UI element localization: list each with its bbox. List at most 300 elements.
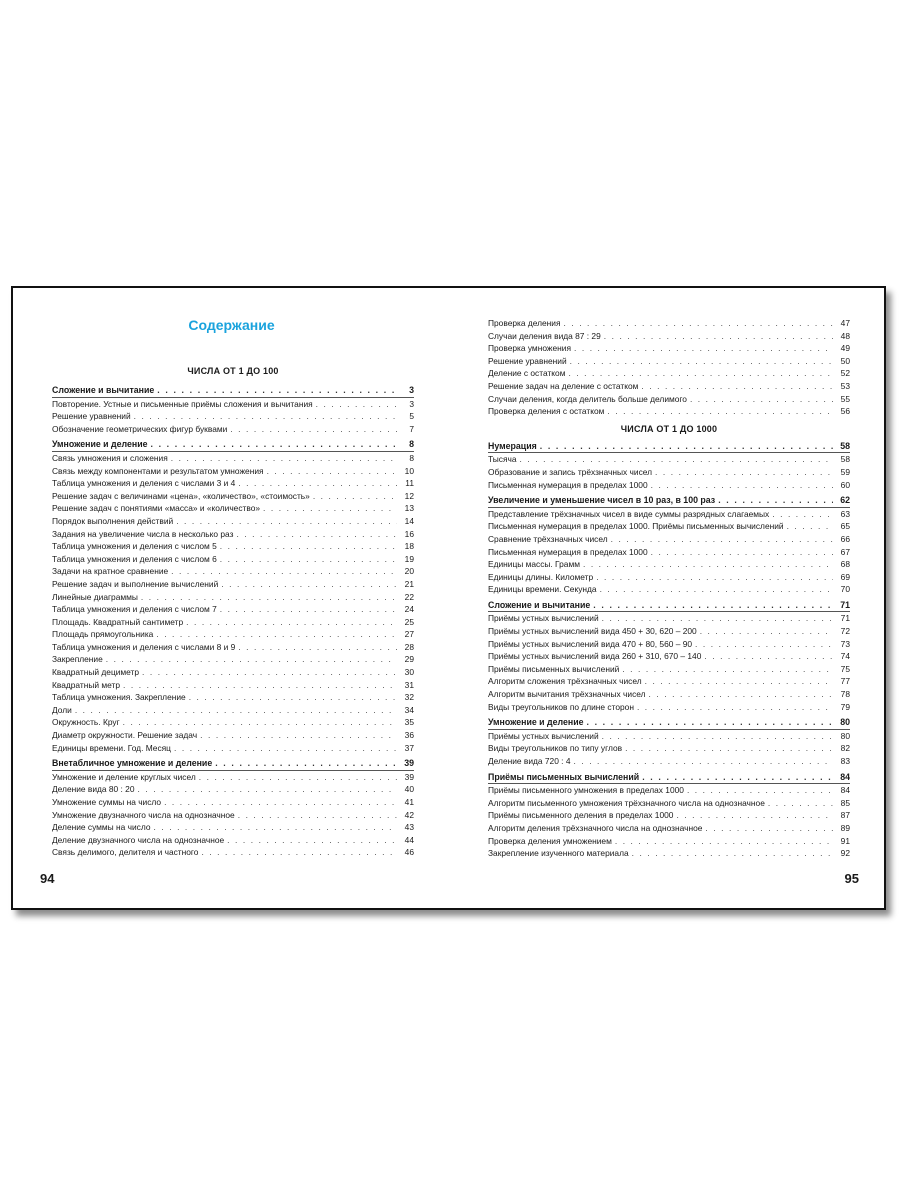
toc-entry-label: Таблица умножения и деления с числом 6 bbox=[52, 553, 217, 564]
toc-entry-page: 71 bbox=[840, 599, 850, 610]
toc-entry bbox=[488, 393, 850, 406]
toc-entry bbox=[52, 603, 414, 616]
toc-entry-label: Умножение двузначного числа на однозначное bbox=[52, 809, 235, 820]
dot-leader bbox=[221, 578, 397, 591]
section-heading: ЧИСЛА ОТ 1 ДО 100 bbox=[187, 366, 279, 376]
toc-entry-label: Площадь. Квадратный сантиметр bbox=[52, 616, 184, 627]
toc-entry-label: Обозначение геометрических фигур буквами bbox=[52, 423, 228, 434]
left-page bbox=[13, 288, 450, 908]
toc-entry-label: Решение задач с величинами «цена», «количество», «стоимость» bbox=[52, 490, 310, 501]
toc-entry-label: Линейные диаграммы bbox=[52, 591, 138, 602]
toc-entry-label: Квадратный дециметр bbox=[52, 667, 140, 678]
dot-leader bbox=[651, 479, 833, 492]
dot-leader bbox=[641, 380, 833, 393]
toc-group bbox=[52, 438, 414, 754]
toc-entry-page: 75 bbox=[840, 663, 850, 674]
toc-entry-page: 50 bbox=[840, 355, 850, 366]
dot-leader bbox=[157, 384, 397, 397]
toc-right bbox=[488, 317, 850, 860]
toc-entry bbox=[52, 452, 414, 465]
toc-entry-page: 83 bbox=[840, 756, 850, 766]
toc-entry-page: 32 bbox=[404, 692, 414, 703]
dot-leader bbox=[316, 398, 397, 411]
toc-entry-label: Тысяча bbox=[488, 454, 517, 465]
toc-entry-page: 60 bbox=[840, 479, 850, 490]
dot-leader bbox=[622, 663, 833, 676]
dot-leader bbox=[220, 553, 397, 566]
toc-entry-page: 59 bbox=[840, 466, 850, 477]
toc-entry-page: 62 bbox=[840, 495, 850, 506]
toc-chapter-heading bbox=[488, 771, 850, 785]
dot-leader bbox=[690, 393, 833, 406]
toc-left bbox=[52, 384, 414, 859]
toc-entry-label: Проверка умножения bbox=[488, 343, 571, 354]
toc-entry bbox=[52, 591, 414, 604]
toc-entry-label: Таблица умножения и деления с числом 7 bbox=[52, 604, 217, 615]
dot-leader bbox=[596, 571, 833, 584]
toc-entry-label: Умножение и деление bbox=[488, 717, 584, 728]
dot-leader bbox=[676, 809, 833, 822]
toc-entry-page: 39 bbox=[404, 758, 414, 769]
toc-entry-label: Виды треугольников по длине сторон bbox=[488, 701, 634, 712]
toc-entry-label: Умножение и деление bbox=[52, 439, 148, 450]
dot-leader bbox=[687, 784, 833, 797]
toc-entry-label: Проверка деления с остатком bbox=[488, 406, 605, 417]
toc-entry-label: Деление суммы на число bbox=[52, 822, 151, 833]
toc-entry bbox=[52, 834, 414, 847]
toc-entry bbox=[52, 679, 414, 692]
toc-entry-label: Письменная нумерация в пределах 1000 bbox=[488, 546, 648, 557]
toc-entry bbox=[52, 515, 414, 528]
toc-entry-label: Проверка деления умножением bbox=[488, 835, 612, 846]
toc-entry-page: 37 bbox=[404, 742, 414, 753]
toc-entry-page: 85 bbox=[840, 797, 850, 808]
toc-entry-page: 12 bbox=[404, 490, 414, 501]
dot-leader bbox=[106, 653, 397, 666]
toc-entry-page: 91 bbox=[840, 835, 850, 846]
toc-entry bbox=[52, 565, 414, 578]
toc-entry-page: 69 bbox=[840, 571, 850, 582]
toc-entry-page: 7 bbox=[409, 423, 414, 434]
dot-leader bbox=[540, 440, 833, 453]
dot-leader bbox=[655, 466, 833, 479]
toc-entry-label: Алгоритм письменного умножения трёхзначного числа на однозначное bbox=[488, 797, 765, 808]
toc-entry-label: Сложение и вычитание bbox=[52, 385, 155, 395]
toc-entry bbox=[52, 528, 414, 541]
toc-entry bbox=[488, 638, 850, 651]
dot-leader bbox=[651, 546, 833, 559]
toc-entry-label: Приёмы устных вычислений вида 450 + 30, 620 – 200 bbox=[488, 626, 697, 637]
toc-group bbox=[488, 771, 850, 860]
toc-entry-label: Виды треугольников по типу углов bbox=[488, 743, 623, 754]
toc-entry bbox=[488, 367, 850, 380]
toc-entry-label: Закрепление bbox=[52, 654, 103, 665]
dot-leader bbox=[154, 821, 397, 834]
dot-leader bbox=[583, 558, 833, 571]
dot-leader bbox=[615, 835, 833, 848]
toc-entry bbox=[52, 691, 414, 704]
page-number-left: 94 bbox=[40, 871, 55, 886]
dot-leader bbox=[142, 666, 397, 679]
toc-entry-page: 27 bbox=[404, 629, 414, 640]
right-page bbox=[450, 288, 887, 908]
book-spread bbox=[11, 286, 886, 910]
toc-entry-label: Приёмы устных вычислений вида 260 + 310, 670 – 140 bbox=[488, 651, 702, 662]
toc-entry bbox=[52, 742, 414, 755]
toc-entry-page: 71 bbox=[840, 613, 850, 624]
toc-entry bbox=[488, 688, 850, 701]
toc-entry-label: Доли bbox=[52, 704, 72, 715]
dot-leader bbox=[568, 367, 833, 380]
toc-entry-page: 89 bbox=[840, 822, 850, 833]
toc-entry-label: Единицы длины. Километр bbox=[488, 571, 594, 582]
toc-entry bbox=[52, 653, 414, 666]
toc-entry bbox=[488, 612, 850, 625]
toc-entry bbox=[488, 466, 850, 479]
toc-entry-page: 40 bbox=[404, 784, 414, 795]
toc-entry-label: Решение задач на деление с остатком bbox=[488, 380, 639, 391]
toc-entry-page: 3 bbox=[409, 385, 414, 395]
toc-entry bbox=[52, 578, 414, 591]
toc-entry bbox=[488, 342, 850, 355]
dot-leader bbox=[700, 625, 833, 638]
toc-entry-label: Порядок выполнения действий bbox=[52, 515, 174, 526]
toc-entry-page: 18 bbox=[404, 541, 414, 552]
toc-entry bbox=[488, 546, 850, 559]
dot-leader bbox=[238, 641, 397, 654]
toc-entry-page: 39 bbox=[404, 771, 414, 782]
toc-entry-label: Связь умножения и сложения bbox=[52, 452, 168, 463]
page-number-right: 95 bbox=[844, 871, 859, 886]
toc-entry-page: 8 bbox=[409, 452, 414, 463]
toc-entry-page: 80 bbox=[840, 730, 850, 741]
toc-entry-label: Решение задач и выполнение вычислений bbox=[52, 578, 219, 589]
toc-entry-page: 36 bbox=[404, 730, 414, 741]
toc-entry-label: Умножение и деление круглых чисел bbox=[52, 771, 196, 782]
toc-entry bbox=[488, 835, 850, 848]
toc-group bbox=[488, 599, 850, 713]
toc-entry bbox=[488, 520, 850, 533]
toc-entry bbox=[488, 784, 850, 797]
toc-entry-label: Приёмы устных вычислений bbox=[488, 613, 599, 624]
toc-entry bbox=[488, 675, 850, 688]
toc-entry-label: Деление двузначного числа на однозначное bbox=[52, 834, 225, 845]
toc-entry bbox=[52, 540, 414, 553]
dot-leader bbox=[176, 515, 397, 528]
dot-leader bbox=[705, 822, 833, 835]
toc-chapter-heading bbox=[52, 438, 414, 452]
toc-entry-label: Образование и запись трёхзначных чисел bbox=[488, 466, 653, 477]
toc-entry-label: Письменная нумерация в пределах 1000 bbox=[488, 479, 648, 490]
toc-entry-label: Решение задач с понятиями «масса» и «количество» bbox=[52, 503, 261, 514]
toc-entry-page: 52 bbox=[840, 368, 850, 379]
toc-group bbox=[488, 716, 850, 767]
toc-group bbox=[52, 757, 414, 859]
toc-entry-label: Таблица умножения и деления с числами 3 и 4 bbox=[52, 478, 236, 489]
page-title: Содержание bbox=[188, 317, 275, 333]
toc-entry-label: Задания на увеличение числа в несколько раз bbox=[52, 528, 234, 539]
dot-leader bbox=[215, 757, 397, 770]
toc-entry-page: 92 bbox=[840, 848, 850, 859]
dot-leader bbox=[611, 533, 833, 546]
toc-entry-page: 84 bbox=[840, 771, 850, 782]
dot-leader bbox=[75, 704, 397, 717]
toc-entry-label: Связь между компонентами и результатом умножения bbox=[52, 465, 264, 476]
dot-leader bbox=[607, 405, 833, 418]
toc-entry-page: 66 bbox=[840, 533, 850, 544]
toc-entry bbox=[488, 571, 850, 584]
dot-leader bbox=[718, 494, 833, 507]
toc-entry-label: Приёмы письменных вычислений bbox=[488, 663, 620, 674]
toc-entry-page: 31 bbox=[404, 679, 414, 690]
toc-chapter-heading bbox=[52, 757, 414, 771]
toc-entry-page: 80 bbox=[840, 717, 850, 728]
toc-entry bbox=[52, 771, 414, 784]
toc-entry bbox=[52, 465, 414, 478]
dot-leader bbox=[564, 317, 834, 330]
toc-entry-label: Единицы времени. Год. Месяц bbox=[52, 742, 171, 753]
dot-leader bbox=[625, 742, 833, 755]
toc-entry-page: 55 bbox=[840, 393, 850, 404]
toc-entry-label: Деление вида 80 : 20 bbox=[52, 784, 135, 795]
toc-entry-page: 79 bbox=[840, 701, 850, 712]
toc-entry-label: Диаметр окружности. Решение задач bbox=[52, 730, 198, 741]
toc-entry-page: 35 bbox=[404, 717, 414, 728]
dot-leader bbox=[313, 490, 397, 503]
toc-entry-page: 78 bbox=[840, 689, 850, 700]
dot-leader bbox=[600, 583, 833, 596]
toc-entry-page: 67 bbox=[840, 546, 850, 557]
toc-entry-page: 13 bbox=[404, 503, 414, 514]
dot-leader bbox=[174, 742, 397, 755]
toc-entry bbox=[488, 380, 850, 393]
toc-entry-label: Приёмы письменного деления в пределах 1000 bbox=[488, 810, 674, 821]
toc-entry-page: 58 bbox=[840, 454, 850, 465]
toc-entry-label: Решение уравнений bbox=[488, 355, 567, 366]
toc-entry bbox=[488, 809, 850, 822]
toc-entry-page: 41 bbox=[404, 797, 414, 807]
dot-leader bbox=[186, 616, 397, 629]
dot-leader bbox=[123, 679, 397, 692]
dot-leader bbox=[141, 591, 397, 604]
toc-entry-page: 72 bbox=[840, 626, 850, 637]
dot-leader bbox=[200, 729, 397, 742]
toc-entry-label: Случаи деления вида 87 : 29 bbox=[488, 330, 601, 341]
toc-entry-page: 44 bbox=[404, 834, 414, 845]
dot-leader bbox=[637, 701, 833, 714]
toc-entry bbox=[52, 502, 414, 515]
toc-entry-page: 65 bbox=[840, 521, 850, 532]
dot-leader bbox=[236, 528, 397, 541]
toc-entry-page: 21 bbox=[404, 578, 414, 589]
dot-leader bbox=[156, 628, 397, 641]
toc-chapter-heading bbox=[488, 599, 850, 613]
toc-entry-label: Задачи на кратное сравнение bbox=[52, 566, 169, 577]
dot-leader bbox=[238, 809, 397, 822]
toc-entry bbox=[488, 453, 850, 466]
dot-leader bbox=[587, 716, 834, 729]
section-heading: ЧИСЛА ОТ 1 ДО 1000 bbox=[620, 423, 718, 434]
toc-entry-page: 87 bbox=[840, 810, 850, 821]
toc-entry bbox=[52, 846, 414, 859]
toc-entry bbox=[52, 423, 414, 436]
toc-entry bbox=[52, 490, 414, 503]
toc-entry-label: Умножение суммы на число bbox=[52, 797, 162, 807]
dot-leader bbox=[189, 691, 397, 704]
toc-entry-label: Случаи деления, когда делитель больше делимого bbox=[488, 393, 687, 404]
toc-entry-page: 25 bbox=[404, 616, 414, 627]
toc-group bbox=[488, 494, 850, 596]
toc-entry-label: Алгоритм вычитания трёхзначных чисел bbox=[488, 689, 646, 700]
dot-leader bbox=[570, 355, 833, 368]
dot-leader bbox=[574, 342, 833, 355]
toc-entry-label: Площадь прямоугольника bbox=[52, 629, 154, 640]
dot-leader bbox=[220, 603, 397, 616]
toc-entry-page: 70 bbox=[840, 584, 850, 595]
toc-entry-page: 48 bbox=[840, 330, 850, 341]
toc-entry bbox=[488, 479, 850, 492]
dot-leader bbox=[151, 438, 398, 451]
toc-entry-page: 73 bbox=[840, 638, 850, 649]
toc-entry-label: Таблица умножения и деления с числом 5 bbox=[52, 541, 217, 552]
toc-entry bbox=[488, 822, 850, 835]
toc-entry-label: Увеличение и уменьшение чисел в 10 раз, в 100 раз bbox=[488, 495, 716, 506]
dot-leader bbox=[649, 688, 833, 701]
dot-leader bbox=[134, 410, 397, 423]
toc-entry-page: 42 bbox=[404, 809, 414, 820]
toc-entry-label: Нумерация bbox=[488, 440, 537, 451]
toc-entry-label: Квадратный метр bbox=[52, 679, 121, 690]
dot-leader bbox=[123, 716, 397, 729]
dot-leader bbox=[604, 330, 833, 343]
toc-entry-page: 34 bbox=[404, 704, 414, 715]
toc-entry bbox=[488, 583, 850, 596]
toc-entry bbox=[52, 553, 414, 566]
toc-entry-page: 20 bbox=[404, 566, 414, 577]
toc-entry-page: 58 bbox=[840, 440, 850, 451]
toc-entry-page: 16 bbox=[404, 528, 414, 539]
toc-entry-page: 63 bbox=[840, 508, 850, 519]
toc-entry bbox=[52, 398, 414, 411]
toc-entry-page: 43 bbox=[404, 822, 414, 833]
toc-entry bbox=[488, 558, 850, 571]
toc-group bbox=[488, 440, 850, 491]
dot-leader bbox=[220, 540, 397, 553]
toc-entry bbox=[488, 701, 850, 714]
toc-entry bbox=[52, 641, 414, 654]
toc-entry-page: 8 bbox=[409, 439, 414, 450]
dot-leader bbox=[227, 834, 397, 847]
toc-entry bbox=[488, 330, 850, 343]
dot-leader bbox=[238, 477, 397, 490]
toc-entry-label: Таблица умножения и деления с числами 8 и 9 bbox=[52, 641, 236, 652]
toc-entry-label: Таблица умножения. Закрепление bbox=[52, 692, 186, 703]
toc-entry-label: Сложение и вычитание bbox=[488, 599, 591, 610]
toc-entry bbox=[52, 716, 414, 729]
toc-entry-label: Приёмы письменных вычислений bbox=[488, 771, 640, 782]
dot-leader bbox=[593, 599, 833, 612]
toc-entry-page: 24 bbox=[404, 604, 414, 615]
toc-entry-label: Алгоритм деления трёхзначного числа на однозначное bbox=[488, 822, 703, 833]
dot-leader bbox=[645, 675, 833, 688]
toc-chapter-heading bbox=[52, 384, 414, 398]
toc-entry bbox=[488, 650, 850, 663]
toc-entry bbox=[52, 410, 414, 423]
dot-leader bbox=[642, 771, 833, 784]
toc-entry-label: Решение уравнений bbox=[52, 411, 131, 422]
toc-entry-label: Приёмы устных вычислений bbox=[488, 730, 599, 741]
toc-group bbox=[52, 384, 414, 435]
dot-leader bbox=[787, 520, 833, 533]
toc-entry-label: Окружность. Круг bbox=[52, 717, 120, 728]
toc-entry bbox=[488, 355, 850, 368]
toc-entry-label: Сравнение трёхзначных чисел bbox=[488, 533, 608, 544]
toc-entry-label: Связь делимого, делителя и частного bbox=[52, 847, 199, 858]
toc-entry-page: 82 bbox=[840, 743, 850, 754]
toc-entry-page: 3 bbox=[409, 398, 414, 409]
toc-entry bbox=[488, 317, 850, 330]
toc-entry-label: Единицы времени. Секунда bbox=[488, 584, 597, 595]
toc-entry-label: Деление с остатком bbox=[488, 368, 566, 379]
toc-chapter-heading bbox=[488, 494, 850, 508]
dot-leader bbox=[602, 730, 833, 743]
toc-entry-label: Повторение. Устные и письменные приёмы сложения и вычитания bbox=[52, 398, 313, 409]
toc-entry bbox=[52, 628, 414, 641]
toc-entry-page: 29 bbox=[404, 654, 414, 665]
toc-entry-page: 30 bbox=[404, 667, 414, 678]
dot-leader bbox=[171, 565, 397, 578]
toc-entry-page: 19 bbox=[404, 553, 414, 564]
toc-entry bbox=[488, 533, 850, 546]
toc-entry-page: 53 bbox=[840, 380, 850, 391]
toc-entry-page: 68 bbox=[840, 559, 850, 570]
toc-entry bbox=[488, 663, 850, 676]
toc-entry bbox=[52, 704, 414, 717]
toc-chapter-heading bbox=[488, 716, 850, 730]
toc-entry-page: 84 bbox=[840, 785, 850, 796]
toc-entry-page: 28 bbox=[404, 641, 414, 652]
toc-entry-page: 74 bbox=[840, 651, 850, 662]
toc-entry-page: 22 bbox=[404, 591, 414, 602]
toc-entry-label: Алгоритм сложения трёхзначных чисел bbox=[488, 676, 642, 687]
dot-leader bbox=[138, 783, 398, 796]
toc-entry-label: Закрепление изученного материала bbox=[488, 848, 629, 859]
toc-entry-label: Письменная нумерация в пределах 1000. Приёмы письменных вычислений bbox=[488, 521, 784, 532]
toc-entry-label: Приёмы письменного умножения в пределах 1000 bbox=[488, 785, 684, 796]
dot-leader bbox=[704, 650, 833, 663]
dot-leader bbox=[602, 612, 833, 625]
dot-leader bbox=[199, 771, 397, 784]
toc-entry-label: Проверка деления bbox=[488, 318, 561, 328]
toc-entry-label: Внетабличное умножение и деление bbox=[52, 758, 213, 769]
toc-entry-page: 77 bbox=[840, 676, 850, 687]
dot-leader bbox=[520, 453, 833, 466]
dot-leader bbox=[632, 847, 833, 860]
toc-entry bbox=[488, 847, 850, 860]
toc-entry-page: 5 bbox=[409, 411, 414, 422]
toc-entry bbox=[488, 730, 850, 743]
toc-entry-page: 14 bbox=[404, 515, 414, 526]
toc-entry bbox=[52, 666, 414, 679]
toc-entry bbox=[488, 405, 850, 418]
toc-entry-page: 56 bbox=[840, 406, 850, 417]
toc-entry bbox=[488, 797, 850, 810]
toc-group bbox=[488, 317, 850, 418]
toc-entry bbox=[52, 796, 414, 809]
toc-entry bbox=[52, 616, 414, 629]
toc-chapter-heading bbox=[488, 440, 850, 454]
toc-entry-page: 10 bbox=[404, 465, 414, 476]
